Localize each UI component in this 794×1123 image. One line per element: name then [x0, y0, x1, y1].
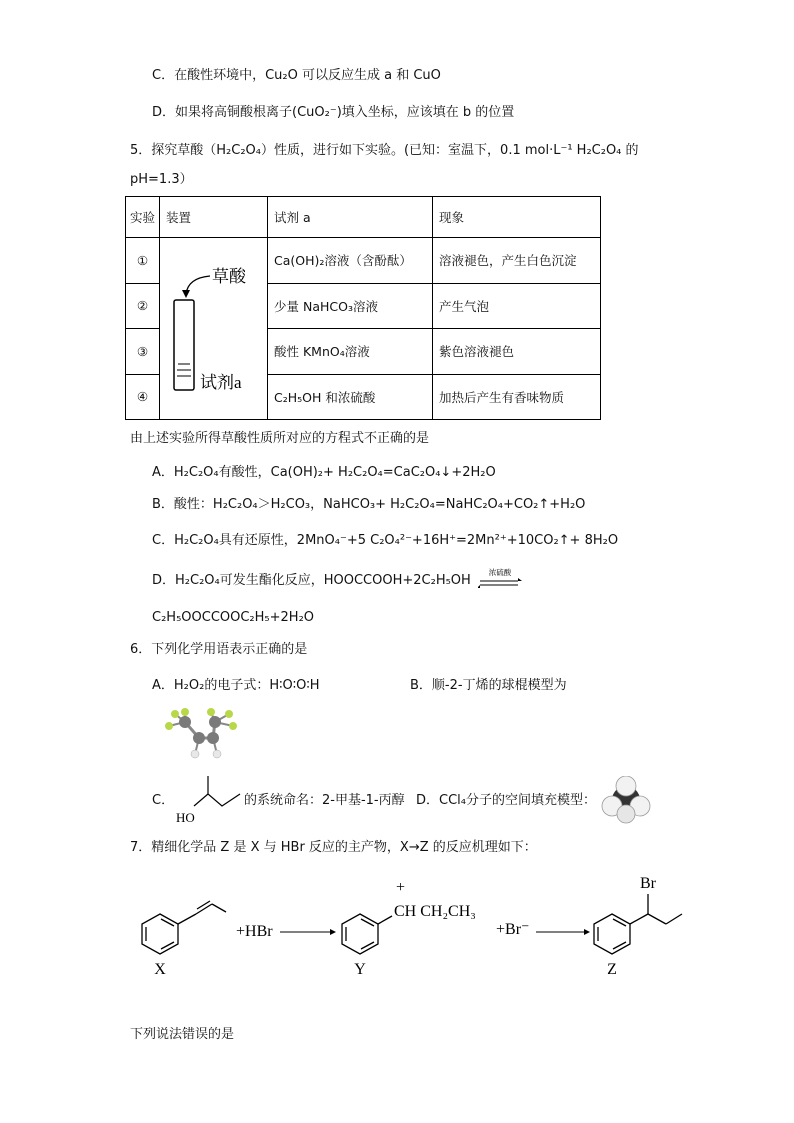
- q5-question: 由上述实验所得草酸性质所对应的方程式不正确的是: [130, 431, 430, 446]
- molecule-z: [594, 894, 682, 954]
- q7-stem: 7．精细化学品 Z 是 X 与 HBr 反应的主产物，X→Z 的反应机理如下：: [130, 840, 537, 855]
- hydroxyl-label: HO: [176, 810, 195, 825]
- experiment-table: [125, 196, 601, 420]
- row-number: ④: [126, 374, 160, 420]
- reaction-mechanism-diagram: [120, 862, 720, 982]
- arrow-condition-label: 浓硫酸: [488, 568, 512, 577]
- label-x: X: [154, 961, 166, 978]
- q6-option-d: D．CCl₄分子的空间填充模型：: [416, 793, 596, 808]
- bromine-label: Br: [640, 875, 656, 892]
- row-number: ③: [126, 329, 160, 375]
- q6-stem: 6．下列化学用语表示正确的是: [130, 642, 308, 657]
- q6-option-c-prefix: C．: [152, 793, 175, 808]
- q5-stem: 5．探究草酸（H₂C₂O₄）性质，进行如下实验。(已知：室温下，0.1 mol·L⁻¹ H₂C₂O₄ 的: [130, 143, 639, 158]
- label-y: Y: [354, 961, 366, 978]
- row-phenomenon: 加热后产生有香味物质: [433, 374, 601, 420]
- q5-option-b: B．酸性：H₂C₂O₄＞H₂CO₃，NaHCO₃+ H₂C₂O₄=NaHC₂O₄+CO₂↑+H₂O: [152, 497, 586, 512]
- q5-option-d: D．H₂C₂O₄可发生酯化反应，HOOCCOOH+2C₂H₅OH: [152, 573, 471, 588]
- test-tube-apparatus: [160, 238, 266, 416]
- reaction-arrow-concentrated-sulfuric: [478, 566, 522, 594]
- row-phenomenon: 溶液褪色，产生白色沉淀: [433, 238, 601, 284]
- q5-option-c: C．H₂C₂O₄具有还原性，2MnO₄⁻+5 C₂O₄²⁻+16H⁺=2Mn²⁺+10CO₂↑+ 8H₂O: [152, 533, 619, 548]
- molecule-x: [142, 901, 226, 954]
- row-reagent: 酸性 KMnO₄溶液: [268, 329, 433, 375]
- table-row: [126, 238, 601, 284]
- cis-2-butene-ball-stick-model: [155, 708, 245, 764]
- carbocation-plus: +: [396, 879, 406, 896]
- reagent-hbr: +HBr: [236, 923, 273, 940]
- apparatus-label-reagent: 试剂a: [200, 373, 242, 392]
- row-phenomenon: 产生气泡: [433, 283, 601, 329]
- row-reagent: C₂H₅OH 和浓硫酸: [268, 374, 433, 420]
- q5-option-a: A．H₂C₂O₄有酸性，Ca(OH)₂+ H₂C₂O₄=CaC₂O₄↓+2H₂O: [152, 465, 496, 480]
- row-reagent: 少量 NaHCO₃溶液: [268, 283, 433, 329]
- q6-option-b: B．顺-2-丁烯的球棍模型为: [410, 678, 567, 693]
- q5-stem-cont: pH=1.3）: [130, 172, 193, 187]
- q5-option-d-cont: C₂H₅OOCCOOC₂H₅+2H₂O: [152, 610, 315, 625]
- q7-question: 下列说法错误的是: [130, 1027, 235, 1042]
- q6-option-c: 的系统命名：2-甲基-1-丙醇: [244, 793, 405, 808]
- header-phenomenon: 现象: [433, 197, 601, 238]
- molecule-y: [342, 914, 392, 954]
- alcohol-skeletal-structure: [170, 772, 246, 826]
- row-number: ②: [126, 283, 160, 329]
- q4-option-c: C．在酸性环境中，Cu₂O 可以反应生成 a 和 CuO: [152, 68, 441, 83]
- q4-option-d: D．如果将高铜酸根离子(CuO₂⁻)填入坐标，应该填在 b 的位置: [152, 105, 515, 120]
- apparatus-cell: [160, 238, 268, 420]
- header-experiment: 实验: [126, 197, 160, 238]
- row-phenomenon: 紫色溶液褪色: [433, 329, 601, 375]
- apparatus-label-oxalic: 草酸: [212, 267, 246, 286]
- table-header-row: [126, 197, 601, 238]
- ccl4-space-filling-model: [600, 776, 652, 824]
- y-chain-label: CH CH₂CH₃: [394, 903, 476, 920]
- q6-option-a: A．H₂O₂的电子式：H∶O∶O∶H: [152, 678, 320, 693]
- row-reagent: Ca(OH)₂溶液（含酚酞）: [268, 238, 433, 284]
- row-number: ①: [126, 238, 160, 284]
- header-apparatus: 装置: [160, 197, 268, 238]
- arrow-icon: [186, 276, 210, 294]
- reagent-bromide: +Br⁻: [496, 921, 530, 938]
- header-reagent: 试剂 a: [268, 197, 433, 238]
- label-z: Z: [607, 961, 617, 978]
